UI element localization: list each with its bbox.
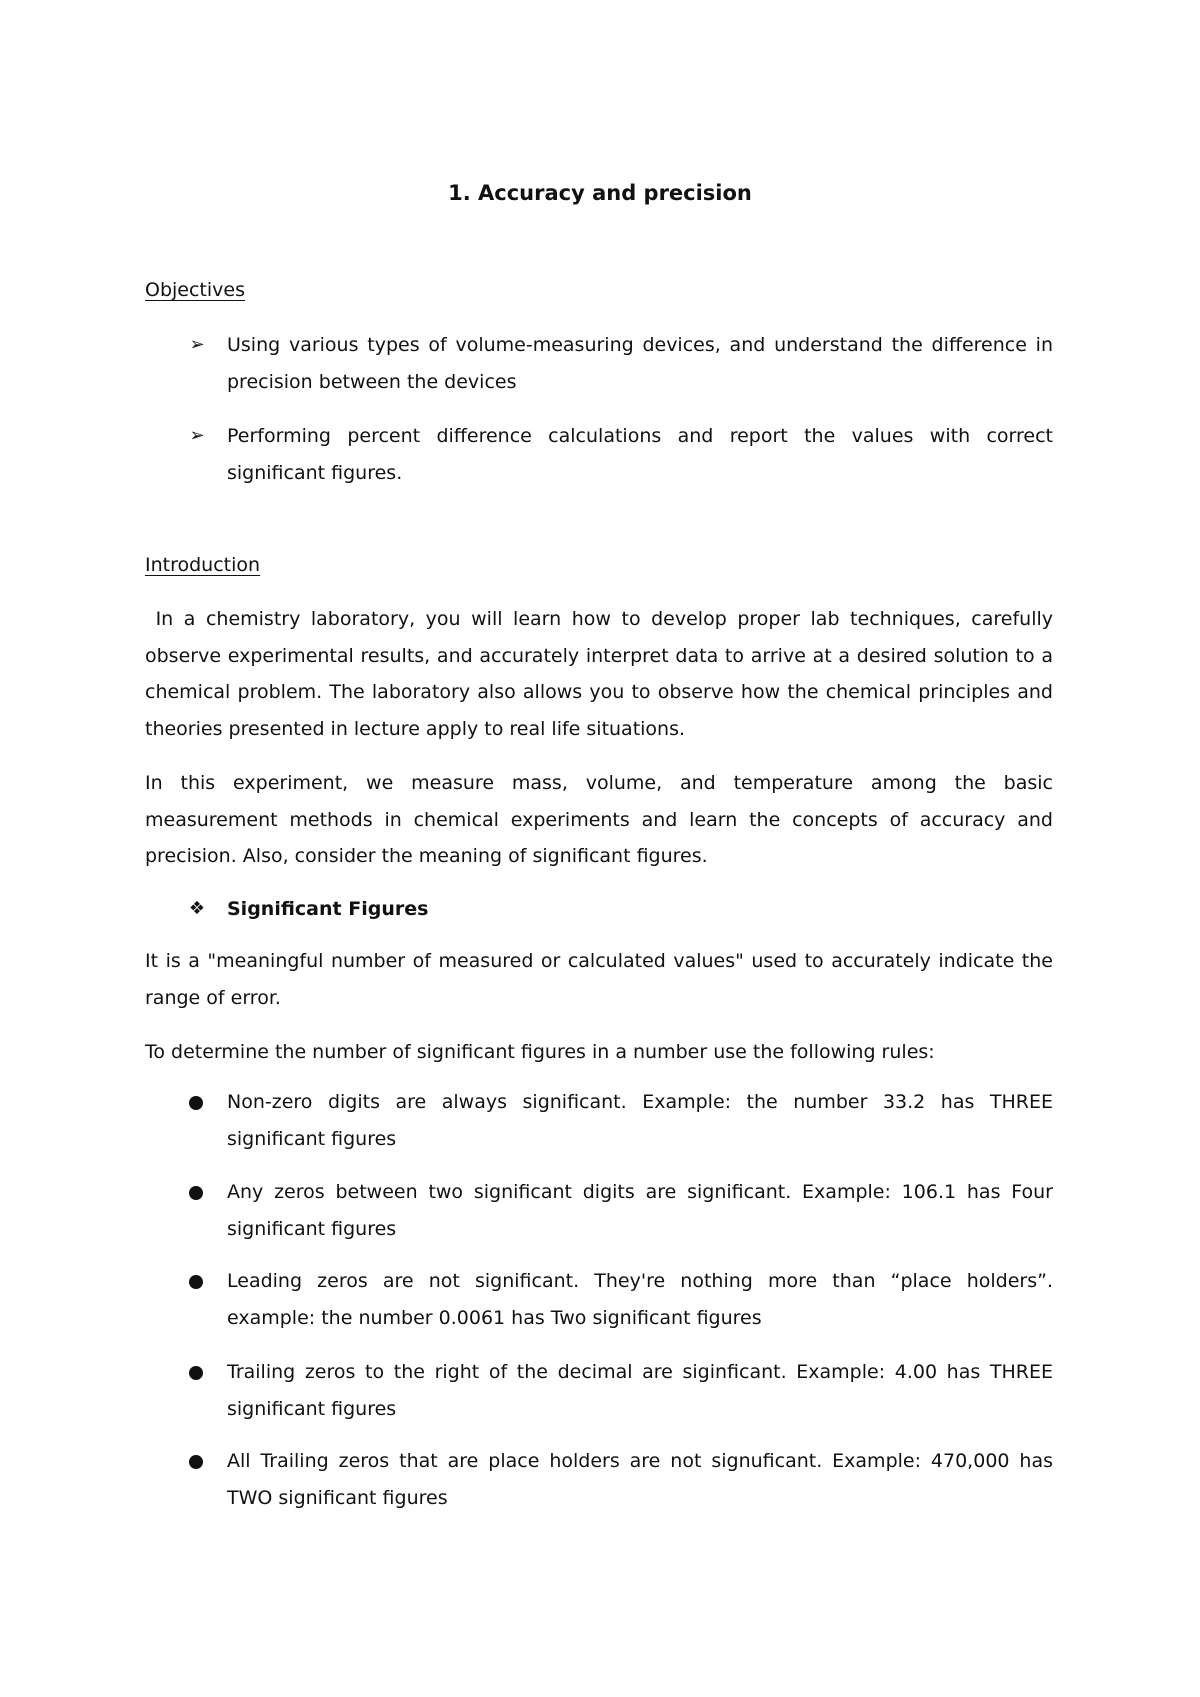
rule-item bbox=[145, 1263, 1053, 1337]
significant-figures-heading: Significant Figures bbox=[227, 898, 429, 920]
rule-item bbox=[145, 1174, 1053, 1248]
bullet-dot-icon bbox=[189, 1366, 203, 1380]
bullet-dot-icon bbox=[189, 1096, 203, 1110]
diamond-bullet-icon: ❖ bbox=[188, 898, 206, 919]
rule-text: Any zeros between two significant digits are significant. Example: 106.1 has Four significant figures bbox=[227, 1181, 1053, 1240]
rule-text: Leading zeros are not significant. They're nothing more than “place holders”. example: the number 0.0061 has Two significant figures bbox=[227, 1270, 1053, 1329]
significant-figures-definition: It is a "meaningful number of measured or calculated values" used to accurately indicate the range of error. bbox=[145, 950, 1053, 1009]
arrow-bullet-icon: ➢ bbox=[189, 334, 205, 355]
rule-item bbox=[145, 1443, 1053, 1517]
introduction-paragraph: In this experiment, we measure mass, volume, and temperature among the basic measurement methods in chemical experiments and learn the concepts of accuracy and precision. Also, consider the meaning of significant figures. bbox=[145, 772, 1053, 867]
rule-item bbox=[145, 1354, 1053, 1428]
objective-text: Using various types of volume-measuring devices, and understand the difference in precision between the devices bbox=[227, 334, 1053, 393]
objective-item bbox=[145, 418, 1053, 492]
bullet-dot-icon bbox=[189, 1455, 203, 1469]
objective-item bbox=[145, 327, 1053, 401]
rule-text: All Trailing zeros that are place holders are not signuficant. Example: 470,000 has TWO significant figures bbox=[227, 1450, 1053, 1509]
arrow-bullet-icon: ➢ bbox=[189, 425, 205, 446]
rule-text: Non-zero digits are always significant. Example: the number 33.2 has THREE significant figures bbox=[227, 1091, 1053, 1150]
rule-text: Trailing zeros to the right of the decimal are siginficant. Example: 4.00 has THREE significant figures bbox=[227, 1361, 1053, 1420]
rules-intro: To determine the number of significant figures in a number use the following rules: bbox=[145, 1041, 935, 1063]
rule-item bbox=[145, 1084, 1053, 1158]
bullet-dot-icon bbox=[189, 1186, 203, 1200]
objectives-heading: Objectives bbox=[145, 279, 245, 301]
significant-figures-heading-row bbox=[145, 891, 1053, 928]
objective-text: Performing percent difference calculations and report the values with correct significant figures. bbox=[227, 425, 1053, 484]
introduction-heading: Introduction bbox=[145, 554, 261, 576]
document-title: 1. Accuracy and precision bbox=[448, 181, 752, 205]
introduction-paragraph: In a chemistry laboratory, you will learn how to develop proper lab techniques, carefully observe experimental results, and accurately interpret data to arrive at a desired solution to a chemical problem. The laboratory also allows you to observe how the chemical principles and theories presented in lecture apply to real life situations. bbox=[145, 608, 1060, 740]
bullet-dot-icon bbox=[189, 1275, 203, 1289]
